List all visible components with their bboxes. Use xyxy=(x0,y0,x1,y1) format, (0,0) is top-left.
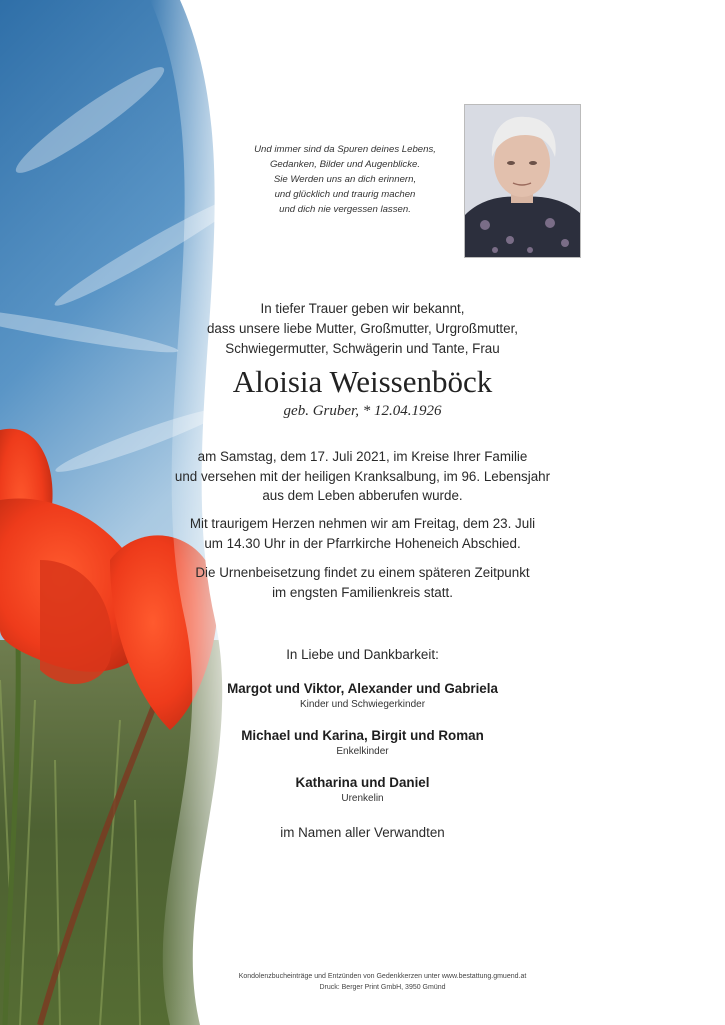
intro-line: dass unsere liebe Mutter, Großmutter, Urgroßmutter, xyxy=(206,321,519,336)
paragraph-line: Mit traurigem Herzen nehmen wir am Freitag, dem 23. Juli xyxy=(189,516,536,531)
thanks-line: In Liebe und Dankbarkeit: xyxy=(286,647,439,662)
paragraph-line: und versehen mit der heiligen Kranksalbung, im 96. Lebensjahr xyxy=(174,468,551,484)
poem-line: Sie Werden uns an dich erinnern, xyxy=(273,174,417,185)
footer xyxy=(190,971,575,993)
family-group xyxy=(180,679,545,711)
family-group xyxy=(180,773,545,805)
announcement-intro xyxy=(180,299,545,359)
paragraph-line: um 14.30 Uhr in der Pfarrkirche Hoheneich Abschied. xyxy=(204,535,521,551)
intro-line: In tiefer Trauer geben wir bekannt, xyxy=(260,301,465,316)
family-names: Katharina und Daniel xyxy=(295,775,430,790)
family-relation: Enkelkinder xyxy=(336,746,389,757)
family-relation: Kinder und Schwiegerkinder xyxy=(299,699,426,710)
portrait-photo xyxy=(464,104,581,258)
memorial-poem xyxy=(240,142,450,217)
paragraph-line: im engsten Familienkreis statt. xyxy=(272,584,453,600)
intro-line: Schwiegermutter, Schwägerin und Tante, Frau xyxy=(225,341,500,356)
footer-line: Kondolenzbucheinträge und Entzünden von Gedenkkerzen unter www.bestattung.gmuend.at xyxy=(238,973,527,980)
closing-line: im Namen aller Verwandten xyxy=(280,825,445,840)
footer-line: Druck: Berger Print GmbH, 3950 Gmünd xyxy=(319,984,446,991)
poem-line: und dich nie vergessen lassen. xyxy=(279,204,411,215)
poem-line: Und immer sind da Spuren deines Lebens, xyxy=(254,144,436,155)
paragraph-line: am Samstag, dem 17. Juli 2021, im Kreise Ihrer Familie xyxy=(197,449,528,464)
poem-line: Gedanken, Bilder und Augenblicke. xyxy=(269,159,421,170)
family-group xyxy=(180,726,545,758)
urn-paragraph xyxy=(170,563,555,602)
farewell-paragraph xyxy=(170,514,555,553)
paragraph-line: aus dem Leben abberufen wurde. xyxy=(262,488,463,503)
family-names: Michael und Karina, Birgit und Roman xyxy=(241,728,484,743)
poem-line: und glücklich und traurig machen xyxy=(274,189,416,200)
deceased-name: Aloisia Weissenböck xyxy=(232,364,493,399)
birth-info: geb. Gruber, * 12.04.1926 xyxy=(283,403,442,419)
death-paragraph xyxy=(170,447,555,506)
paragraph-line: Die Urnenbeisetzung findet zu einem späteren Zeitpunkt xyxy=(195,565,530,580)
family-relation: Urenkelin xyxy=(341,793,384,804)
family-names: Margot und Viktor, Alexander und Gabriela xyxy=(227,681,498,696)
